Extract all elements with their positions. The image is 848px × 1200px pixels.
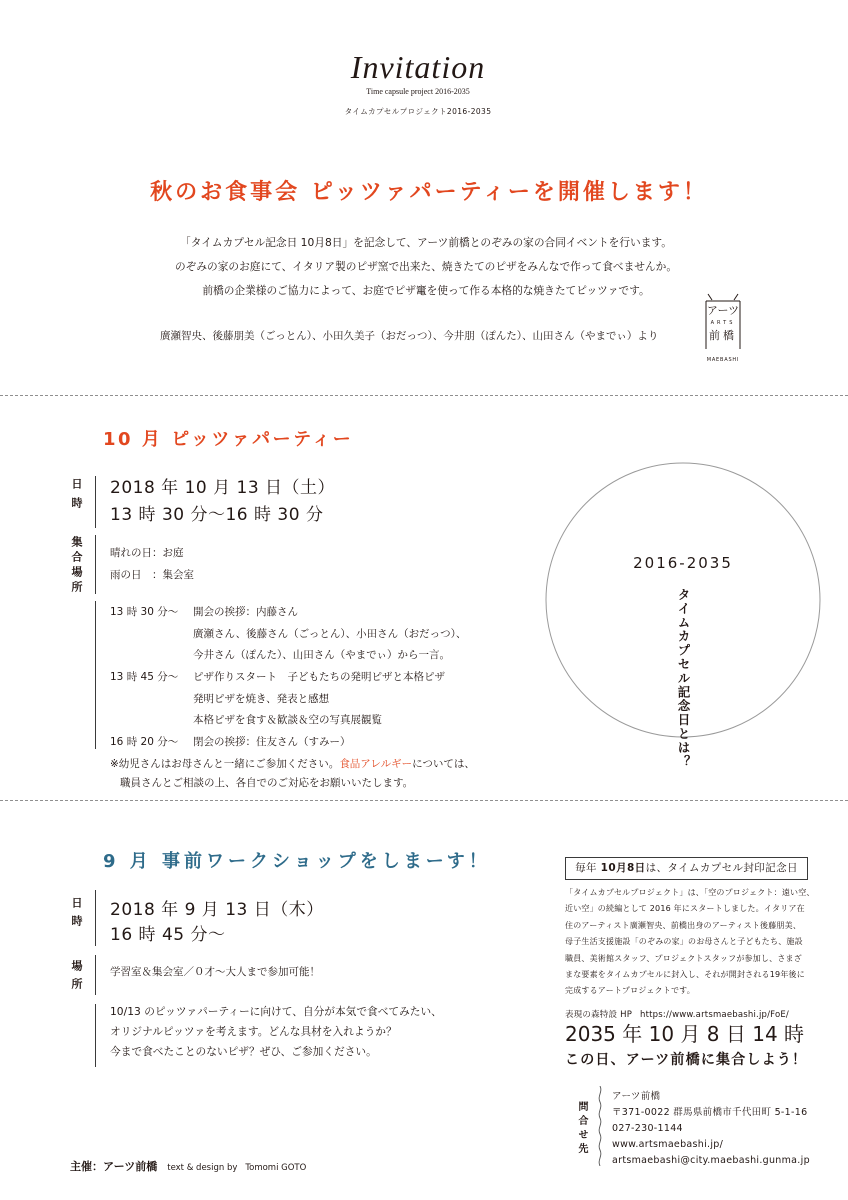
contact-web: www.artsmaebashi.jp/ — [612, 1139, 724, 1150]
schedule-time: 13 時 45 分〜 — [110, 671, 179, 684]
place-sunny: 晴れの日：お庭 — [110, 547, 184, 559]
about-line: 完成するアートプロジェクトです。 — [565, 986, 695, 996]
october-section-title: 10 月 ピッツァパーティー — [103, 429, 354, 450]
schedule-text: 閉会の挨拶：住友さん（すみー） — [193, 735, 351, 748]
contact-address: 〒371-0022 群馬県前橋市千代田町 5-1-16 — [612, 1107, 808, 1118]
allergy-note — [110, 757, 475, 771]
schedule-row — [110, 623, 530, 645]
contact-email: artsmaebashi@city.maebashi.gunma.jp — [612, 1155, 810, 1166]
date-rule — [95, 476, 96, 528]
intro-line: 前橋の企業様のご協力によって、お庭でピザ竃を使って作る本格的な焼きたてピッツァです。 — [202, 284, 650, 297]
date-rule — [95, 890, 96, 946]
arts-maebashi-logo — [702, 293, 744, 373]
gathering-message: この日、アーツ前橋に集合しよう！ — [565, 1052, 808, 1068]
subtitle-english: Time capsule project 2016-2035 — [366, 87, 470, 96]
signature: 廣瀬智央、後藤朋美（ごっとん）、小田久美子（おだっつ）、今井朋（ぽんた）、山田さん（やまでぃ）より — [160, 330, 659, 342]
workshop-description — [110, 1002, 442, 1062]
about-line: 職員、美術館スタッフ、プロジェクトスタッフが参加し、さまざ — [565, 953, 802, 963]
october-time: 13 時 30 分〜16 時 30 分 — [110, 505, 324, 525]
gathering-datetime: 2035 年 10 月 8 日 14 時 — [565, 1022, 805, 1046]
note-highlight: 食品アレルギー — [339, 758, 413, 770]
schedule-row — [110, 666, 530, 688]
allergy-note-line2: 職員さんとご相談の上、各自でのご対応をお願いいたします。 — [120, 777, 414, 789]
logo-text-jp-top: アーツ — [706, 304, 740, 317]
contact-name: アーツ前橋 — [612, 1091, 661, 1102]
description-line: 10/13 のピッツァパーティーに向けて、自分が本気で食べてみたい、 — [110, 1005, 442, 1018]
footer-credit-label: text & design by — [167, 1163, 238, 1173]
about-line: まな要素をタイムカプセルに封入し、それが開封される19年後に — [565, 970, 805, 980]
september-time: 16 時 45 分〜 — [110, 925, 226, 945]
october-place-label: 集合場所 — [70, 536, 83, 596]
place-rule — [95, 955, 96, 995]
september-date-label: 日時 — [70, 897, 83, 933]
schedule-text: 廣瀬さん、後藤さん（ごっとん）、小田さん（おだっつ）、 — [193, 627, 467, 640]
footer-organizer: 主催：アーツ前橋 — [70, 1160, 158, 1173]
circle-caption: タイムカプセル記念日とは？ — [676, 588, 691, 769]
footer-credit-name: Tomomi GOTO — [245, 1163, 307, 1173]
box-date: 10月8日 — [600, 862, 646, 874]
dashed-divider — [0, 395, 848, 396]
schedule-text: 本格ピザを食す＆歓談＆空の写真展観覧 — [193, 714, 382, 727]
contact-info — [612, 1089, 810, 1169]
october-date-label: 日時 — [70, 478, 83, 516]
anniversary-box — [565, 857, 808, 880]
circle-years: 2016-2035 — [633, 554, 733, 572]
schedule-text: ピザ作りスタート 子どもたちの発明ピザと本格ピザ — [193, 671, 445, 684]
footer — [70, 1158, 306, 1175]
schedule — [110, 601, 530, 752]
dashed-divider — [0, 800, 848, 801]
about-line: 近い空」の続編として 2016 年にスタートしました。イタリア在 — [565, 904, 805, 914]
logo-text-en-top: ARTS — [710, 320, 736, 326]
invitation-title: Invitation — [350, 49, 486, 85]
homepage-url: https://www.artsmaebashi.jp/FoE/ — [640, 1010, 789, 1020]
about-line: 住のアーティスト廣瀬智央、前橋出身のアーティスト後藤朋美、 — [565, 920, 802, 930]
september-place-label: 場所 — [70, 960, 83, 996]
schedule-text: 今井さん（ぽんた）、山田さん（やまでぃ）から一言。 — [193, 649, 451, 662]
contact-label: 問合せ先 — [576, 1101, 587, 1157]
place-rainy: 雨の日 ：集会室 — [110, 569, 194, 581]
place-rule — [95, 535, 96, 594]
note-text: については、 — [412, 758, 475, 770]
schedule-time: 13 時 30 分〜 — [110, 606, 179, 619]
schedule-time: 16 時 20 分〜 — [110, 735, 179, 748]
schedule-row — [110, 644, 530, 666]
headline: 秋のお食事会 ピッツァパーティーを開催します！ — [150, 180, 708, 205]
note-text: ※幼児さんはお母さんと一緒にご参加ください。 — [110, 758, 340, 770]
intro-line: のぞみの家のお庭にて、イタリア製のピザ窯で出来た、焼きたてのピザをみんなで作って食べませんか。 — [174, 260, 678, 273]
schedule-rule — [95, 601, 96, 749]
september-place: 学習室＆集会室／０才〜大人まで参加可能！ — [110, 966, 320, 978]
schedule-row — [110, 687, 530, 709]
logo-text-jp-bottom: 前橋 — [709, 329, 737, 342]
schedule-text: 発明ピザを焼き、発表と感想 — [193, 692, 330, 705]
october-date: 2018 年 10 月 13 日（土） — [110, 478, 336, 498]
subtitle-japanese: タイムカプセルプロジェクト2016-2035 — [344, 107, 492, 116]
about-paragraph — [565, 885, 815, 1000]
september-section-title: 9 月 事前ワークショップをしまーす！ — [103, 851, 491, 872]
schedule-row — [110, 731, 530, 753]
about-line: 母子生活支援施設「のぞみの家」のお母さんと子どもたち、施設 — [565, 937, 803, 947]
contact-bracket — [594, 1086, 606, 1166]
intro-line: 「タイムカプセル記念日 10月8日」を記念して、アーツ前橋とのぞみの家の合同イベントを行います。 — [180, 236, 672, 249]
september-date: 2018 年 9 月 13 日（木） — [110, 900, 324, 920]
box-text: 毎年 — [575, 862, 601, 874]
homepage-label: 表現の森特設 HP — [565, 1010, 633, 1020]
description-line: オリジナルピッツァを考えます。どんな具材を入れようか？ — [110, 1025, 397, 1038]
description-line: 今まで食べたことのないピザ？ぜひ、ご参加ください。 — [110, 1045, 377, 1058]
schedule-row — [110, 709, 530, 731]
schedule-text: 開会の挨拶：内藤さん — [193, 606, 298, 619]
schedule-row — [110, 601, 530, 623]
description-rule — [95, 1004, 96, 1067]
about-line: 「タイムカプセルプロジェクト」は、「空のプロジェクト：遠い空、 — [565, 888, 815, 897]
logo-text-en-bottom: MAEBASHI — [706, 357, 740, 363]
box-text: は、タイムカプセル封印記念日 — [645, 862, 798, 874]
homepage-line — [565, 1008, 789, 1022]
contact-phone: 027-230-1144 — [612, 1123, 683, 1134]
